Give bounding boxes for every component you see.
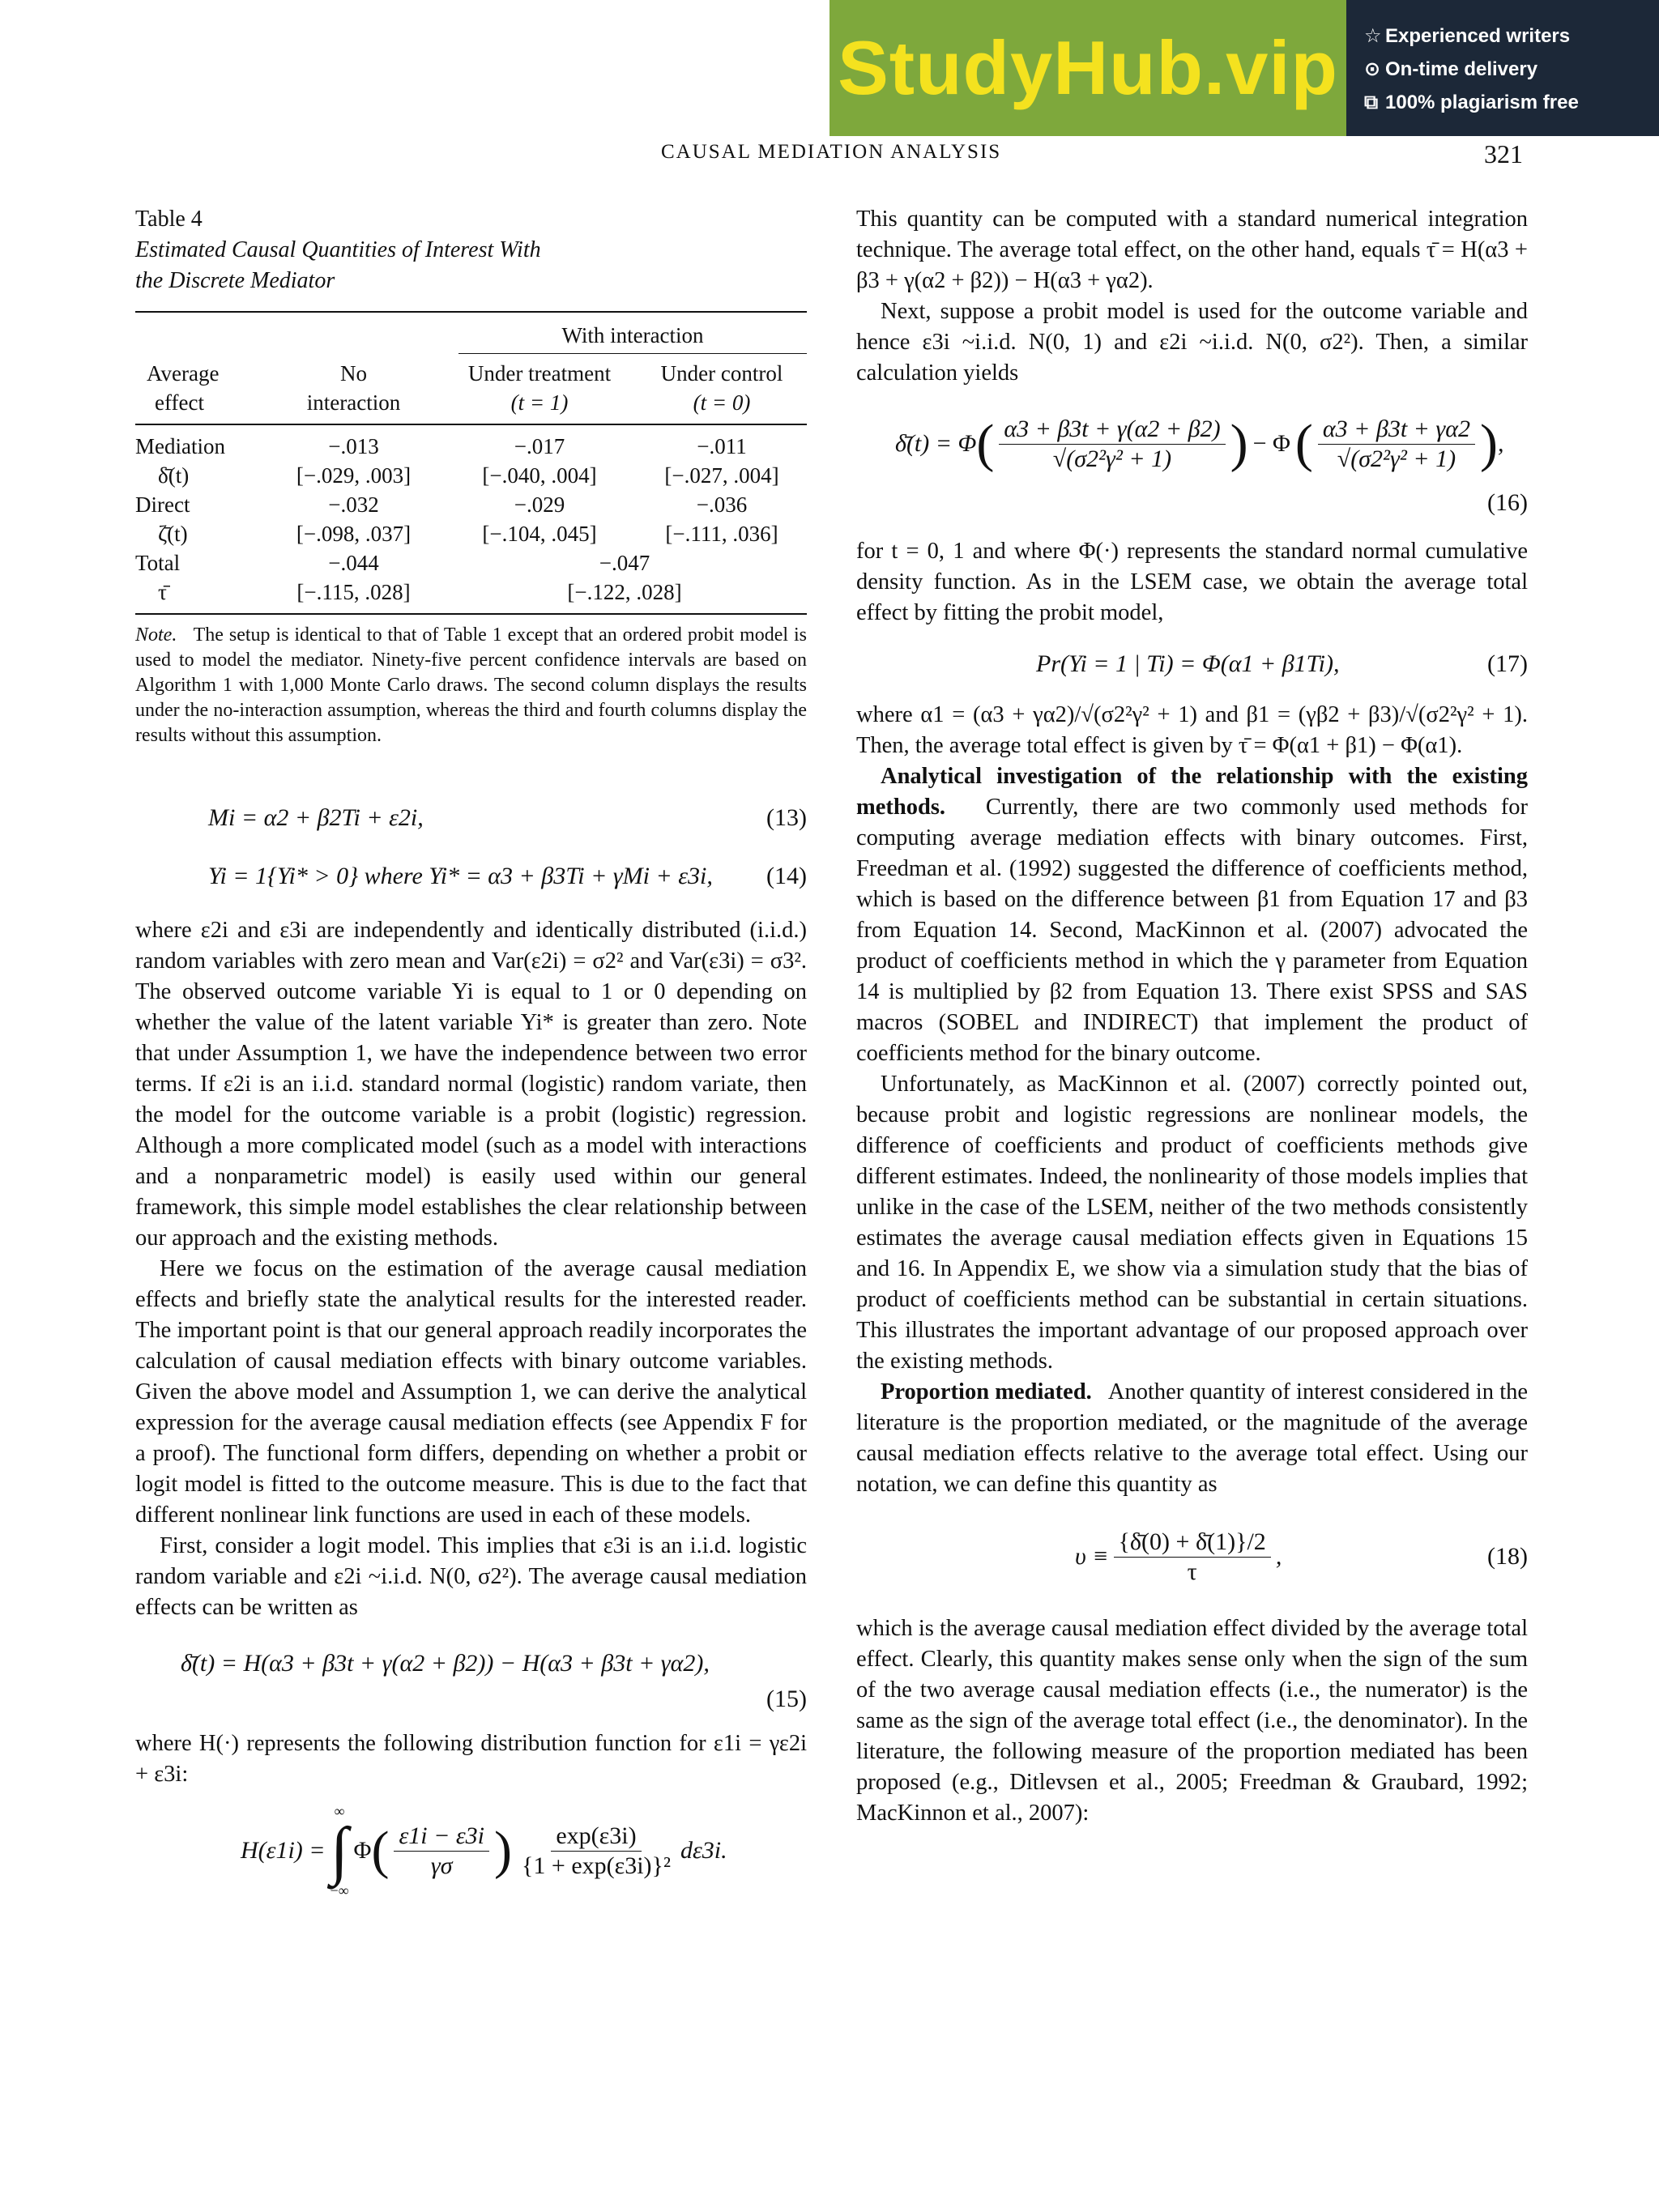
equation-h: H(ε1i) = ∞ ∫ −∞ Φ ( $\frac{\varepsilon 1i - \varepsilon 3i}{\gamma\sigma}$ ) $\frac{\exp(\varepsilon 3i)}{\text{\{1 + exp(ε3i)\}²}}$ dε3i. [241,1803,727,1899]
left-column [135,204,807,1912]
copy-icon: ⧉ [1364,92,1379,113]
paragraph: Analytical investigation of the relationship with the existing methods. Currently, there are two commonly used methods for computing average mediation effects with binary outcomes. First, Freedman et al. (1992) suggested the difference of coefficients method, which is based on the difference between β1 from Equation 17 and β3 from Equation 14. Second, MacKinnon et al. (2007) advocated the product of coefficients method in which the γ parameter from Equation 14 is multiplied by β2 from Equation 13. There exist SPSS and SAS macros (SOBEL and INDIRECT) that implement the product of coefficients method for the binary outcome. [856,764,1529,1066]
running-title: CAUSAL MEDIATION ANALYSIS [661,141,1002,163]
col-header-no-interaction: No interaction [306,361,401,415]
ad-banner[interactable] [830,0,1659,136]
paragraph: First, consider a logit model. This implies that ε3i is an i.i.d. logistic random variable and ε2i ~i.i.d. N(0, σ2²). The average causal mediation effects can be written as [135,1533,807,1620]
paragraph: where H(·) represents the following distribution function for ε1i = γε2i + ε3i: [135,1731,807,1787]
paragraph: where α1 = (α3 + γα2)/√(σ2²γ² + 1) and β1 = (γβ2 + β3)/√(σ2²γ² + 1). Then, the average total effect is given by τ̄ = Φ(α1 + β1) − Φ(α1). [856,702,1528,758]
page-number: 321 [1484,139,1523,168]
col-header-control: Under control (t = 0) [660,361,783,415]
equation-17: Pr(Yi = 1 | Ti) = Φ(α1 + β1Ti), (17) [1036,650,1528,677]
star-icon: ☆ [1364,25,1382,47]
table-note: Note. The setup is identical to that of Table 1 except that an ordered probit model is used to model the mediator. Ninety-five percent confidence intervals are based on Algorithm 1 with 1,000 Monte Carlo draws. The second column displays the results under the no-interaction assumption, whereas the third and fourth columns display the results without this assumption. [135,624,807,746]
col-header-treatment: Under treatment (t = 1) [467,361,612,415]
running-head [0,139,1659,175]
paragraph: Unfortunately, as MacKinnon et al. (2007) correctly pointed out, because probit and logistic regressions are nonlinear models, the difference of coefficients and product of coefficients methods give different estimates. Indeed, the nonlinearity of those models implies that unlike in the case of the LSEM, neither of the two methods consistently estimates the average causal mediation effects given in Equations 15 and 16. In Appendix E, we show via a simulation study that the bias of product of coefficients method can be substantial in certain situations. This illustrates the important advantage of our proposed approach over the existing methods. [856,1072,1528,1374]
results-table [135,311,807,615]
paragraph: which is the average causal mediation effect divided by the average total effect. Clearly, this quantity makes sense only when the sign of the sum of the two average causal mediation effects (i.e., the numerator) is the same as the sign of the average total effect (i.e., the denominator). In the literature, the following measure of the proportion mediated has been proposed (e.g., Ditlevsen et al., 2005; Freedman & Graubard, 1992; MacKinnon et al., 2007): [856,1616,1528,1826]
paragraph: where ε2i and ε3i are independently and identically distributed (i.i.d.) random variables with zero mean and Var(ε2i) = σ2² and Var(ε3i) = σ3². The observed outcome variable Yi is equal to 1 or 0 depending on whether the value of the latent variable Yi* is greater than zero. Note that under Assumption 1, we have the independence between two error terms. If ε2i is an i.i.d. standard normal (logistic) random variate, then the model for the outcome variable is a probit (logistic) regression. Although a more complicated model (such as a model with interactions and a nonparametric model) is easily used within our general framework, this simple model establishes the clear relationship between our approach and the existing methods. [135,918,807,1251]
banner-feature-list [1364,19,1579,119]
section-heading: Proportion mediated. [881,1379,1092,1404]
equation-16: δ̄(t) = Φ ( $\frac{\alpha 3 + \beta 3t + \gamma(\alpha 2 + \beta 2)}{\text{√(σ2²γ² + 1)}}$ ) − Φ ( $\frac{\alpha 3 + \beta 3t + \gamma\alpha 2}{\text{√(σ2²γ² + 1)}}$ ) , [895,414,1504,473]
paragraph: for t = 0, 1 and where Φ(·) represents the standard normal cumulative density function. As in the LSEM case, we obtain the average total effect by fitting the probit model, [856,539,1528,625]
studyhub-logo[interactable]: StudyHub.vip [830,0,1346,136]
equation-14: Yi = 1{Yi* > 0} where Yi* = α3 + β3Ti + γMi + ε3i, (14) [208,863,807,889]
table-row: Direct −.032 −.029 −.036 [135,492,748,517]
equation-16-number: (16) [1487,489,1528,516]
table-title [135,204,807,296]
equation-15: δ̄(t) = H(α3 + β3t + γ(α2 + β2)) − H(α3 + β3t + γα2), [181,1650,710,1677]
paragraph: Proportion mediated. Another quantity of interest considered in the literature is the proportion mediated, or the magnitude of the average causal mediation effects relative to the average total effect. Using our notation, we can define this quantity as [856,1379,1529,1497]
table-caption-line-2: the Discrete Mediator [135,268,335,293]
table-caption-line-1: Estimated Causal Quantities of Interest With [135,237,541,262]
table-header-group-row [135,312,807,354]
table-row: τ̄ [−.115, .028] [−.122, .028] [135,578,807,614]
paragraph: Next, suppose a probit model is used for the outcome variable and hence ε3i ~i.i.d. N(0, 1) and ε2i ~i.i.d. N(0, σ2²). Then, a similar calculation yields [856,299,1528,386]
banner-feature: ⧉ 100% plagiarism free [1364,86,1579,119]
table-row: ζ̄(t) [−.098, .037] [−.104, .045] [−.111, .036] [158,522,778,546]
group-header: With interaction [442,312,807,354]
table-row: Mediation −.013 −.017 −.011 [135,434,747,458]
paragraph: This quantity can be computed with a standard numerical integration technique. The average total effect, on the other hand, equals τ̄ = H(α3 + β3 + γ(α2 + β2)) − H(α3 + γα2). [856,207,1528,293]
table-label: Table 4 [135,207,203,232]
equation-18: υ ≡ $\frac{\{\deltā(0) + \deltā(1)\}/2}{\tau}$ , (18) [1075,1528,1528,1585]
table-row: Total −.044 −.047 [135,551,650,575]
col-header-effect: Average effect [147,361,220,415]
equation-13: Mi = α2 + β2Ti + ε2i, (13) [208,804,807,831]
equation-15-number: (15) [766,1686,807,1712]
clock-icon: ⊙ [1364,58,1381,80]
right-column [856,204,1528,1829]
paragraph: Here we focus on the estimation of the average causal mediation effects and briefly state the analytical results for the interested reader. The important point is that our general approach readily incorporates the calculation of causal mediation effects with binary outcome variables. Given the above model and Assumption 1, we can derive the analytical expression for the average causal mediation effects (see Appendix F for a proof). The functional form differs, depending on whether a probit or logit model is fitted to the outcome measure. This is due to the fact that different nonlinear link functions are used in each of these models. [135,1256,807,1528]
banner-feature: ☆ Experienced writers [1364,19,1579,53]
banner-feature: ⊙ On-time delivery [1364,53,1579,86]
table-header-row [135,354,807,424]
section-heading: Analytical investigation of the relationship with the existing methods. [856,764,1528,820]
table-row: δ̄(t) [−.029, .003] [−.040, .004] [−.027, .004] [158,463,779,488]
